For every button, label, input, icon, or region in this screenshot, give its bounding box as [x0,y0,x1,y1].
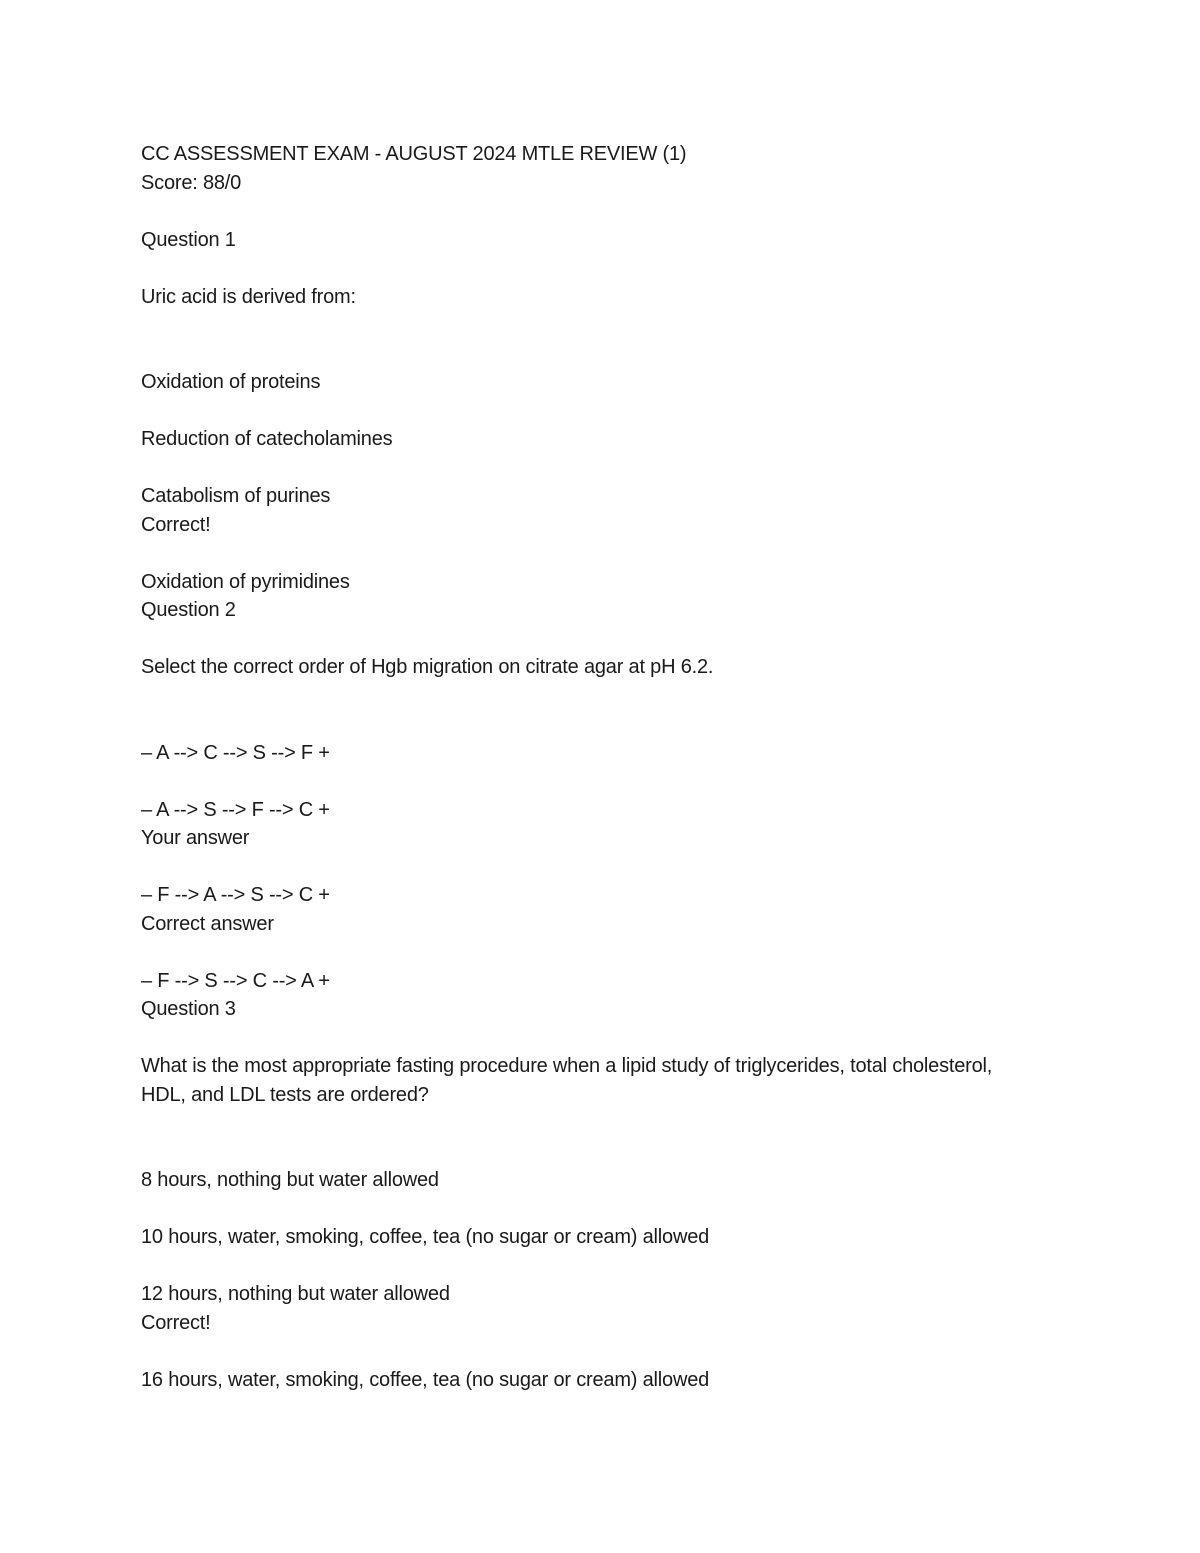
question-2-option-a: – A --> C --> S --> F + [141,741,330,764]
question-2-prompt: Select the correct order of Hgb migration on citrate agar at pH 6.2. [141,656,714,678]
question-2-option-b: – A --> S --> F --> C + [141,798,330,821]
question-1-label: Question 1 [141,228,236,251]
question-1-option-c-feedback: Correct! [141,513,211,536]
question-2-option-d: – F --> S --> C --> A + [141,969,330,992]
document-title: CC ASSESSMENT EXAM - AUGUST 2024 MTLE REVIEW (1) [141,143,687,165]
question-3-option-d: 16 hours, water, smoking, coffee, tea (no sugar or cream) allowed [141,1368,710,1391]
question-3-option-c-feedback: Correct! [141,1311,211,1334]
question-2-option-b-feedback: Your answer [141,827,250,849]
question-1-option-c: Catabolism of purines [141,485,331,507]
question-2-label: Question 2 [141,599,236,621]
document-page [141,140,1001,1394]
question-3-prompt: What is the most appropriate fasting procedure when a lipid study of triglycerides, total cholesterol, HDL, and LDL tests are ordered? [141,1055,998,1106]
question-1-option-d: Oxidation of pyrimidines [141,570,350,593]
question-2-option-c-feedback: Correct answer [141,912,274,935]
score-text: Score: 88/0 [141,171,242,194]
question-1-option-a: Oxidation of proteins [141,371,321,393]
question-3-label: Question 3 [141,998,236,1020]
question-2-option-c: – F --> A --> S --> C + [141,884,330,906]
question-1-option-b: Reduction of catecholamines [141,428,393,450]
question-3-option-b: 10 hours, water, smoking, coffee, tea (no sugar or cream) allowed [141,1226,710,1248]
question-3-option-c: 12 hours, nothing but water allowed [141,1283,450,1305]
question-1-prompt: Uric acid is derived from: [141,285,356,308]
question-3-option-a: 8 hours, nothing but water allowed [141,1169,439,1191]
